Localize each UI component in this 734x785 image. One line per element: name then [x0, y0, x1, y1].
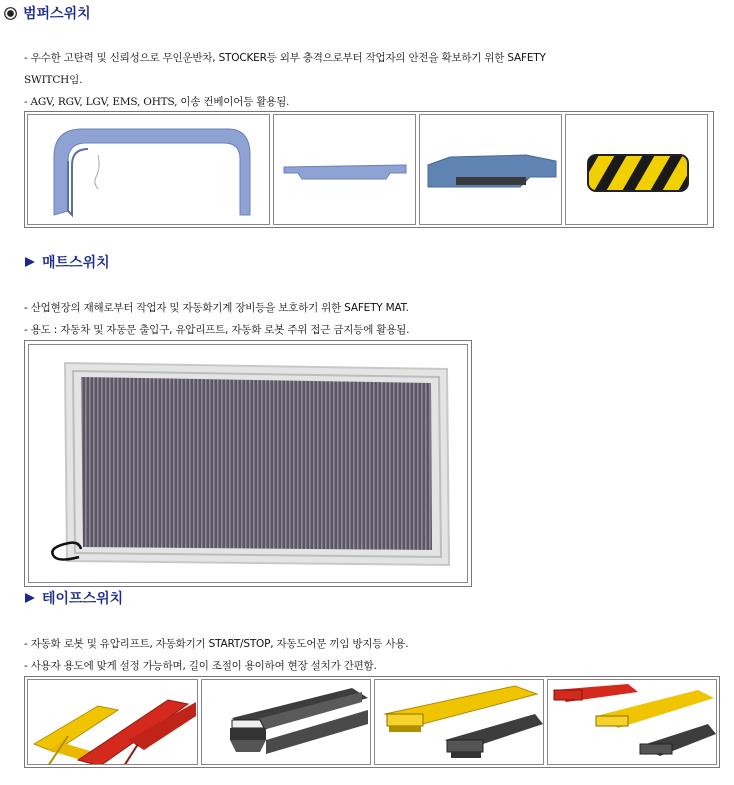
section-tape-heading — [24, 589, 123, 607]
mat-desc-line-2: - 용도 : 자동차 및 자동문 출입구, 유압리프트, 자동화 로봇 주위 접근 금지등에 활용됨. — [24, 324, 410, 336]
tape-desc-line-2: - 사용자 용도에 맞게 설정 가능하며, 길이 조절이 용이하여 현장 설치가 간편함. — [24, 660, 377, 672]
mat-image-frame — [24, 340, 472, 587]
bumper-image-grid — [24, 111, 714, 228]
section-title: 범퍼스위치 — [23, 6, 91, 22]
bumper-desc-line-2: SWITCH임. — [24, 74, 83, 86]
bumper-desc-line-3: - AGV, RGV, LGV, EMS, OHTS, 이송 컨베이어등 활용됨. — [24, 96, 290, 108]
triangle-arrow-icon — [24, 592, 36, 604]
mat-image — [28, 344, 468, 583]
bumper-image-2 — [273, 114, 416, 225]
bumper-image-1 — [27, 114, 270, 225]
tape-image-grid — [24, 676, 720, 768]
mat-desc-line-1: - 산업현장의 재해로부터 작업자 및 자동화기계 장비등을 보호하기 위한 SAFETY MAT. — [24, 302, 409, 314]
bumper-image-3 — [419, 114, 562, 225]
bumper-image-4 — [565, 114, 708, 225]
radio-bullet-icon — [4, 7, 17, 20]
tape-image-4 — [547, 679, 717, 765]
tape-image-3 — [374, 679, 544, 765]
section-title: 매트스위치 — [42, 255, 110, 271]
tape-desc-line-1: - 자동화 로봇 및 유압리프트, 자동화기기 START/STOP, 자동도어문 끼임 방지등 사용. — [24, 638, 409, 650]
tape-image-2 — [201, 679, 371, 765]
section-title: 테이프스위치 — [42, 591, 124, 607]
section-mat-heading — [24, 253, 110, 271]
bumper-desc-line-1: - 우수한 고탄력 및 신뢰성으로 무인운반차, STOCKER등 외부 충격으로부터 작업자의 안전을 확보하기 위한 SAFETY — [24, 52, 546, 64]
tape-image-1 — [27, 679, 198, 765]
section-bumper-heading — [4, 4, 91, 22]
triangle-arrow-icon — [24, 256, 36, 268]
